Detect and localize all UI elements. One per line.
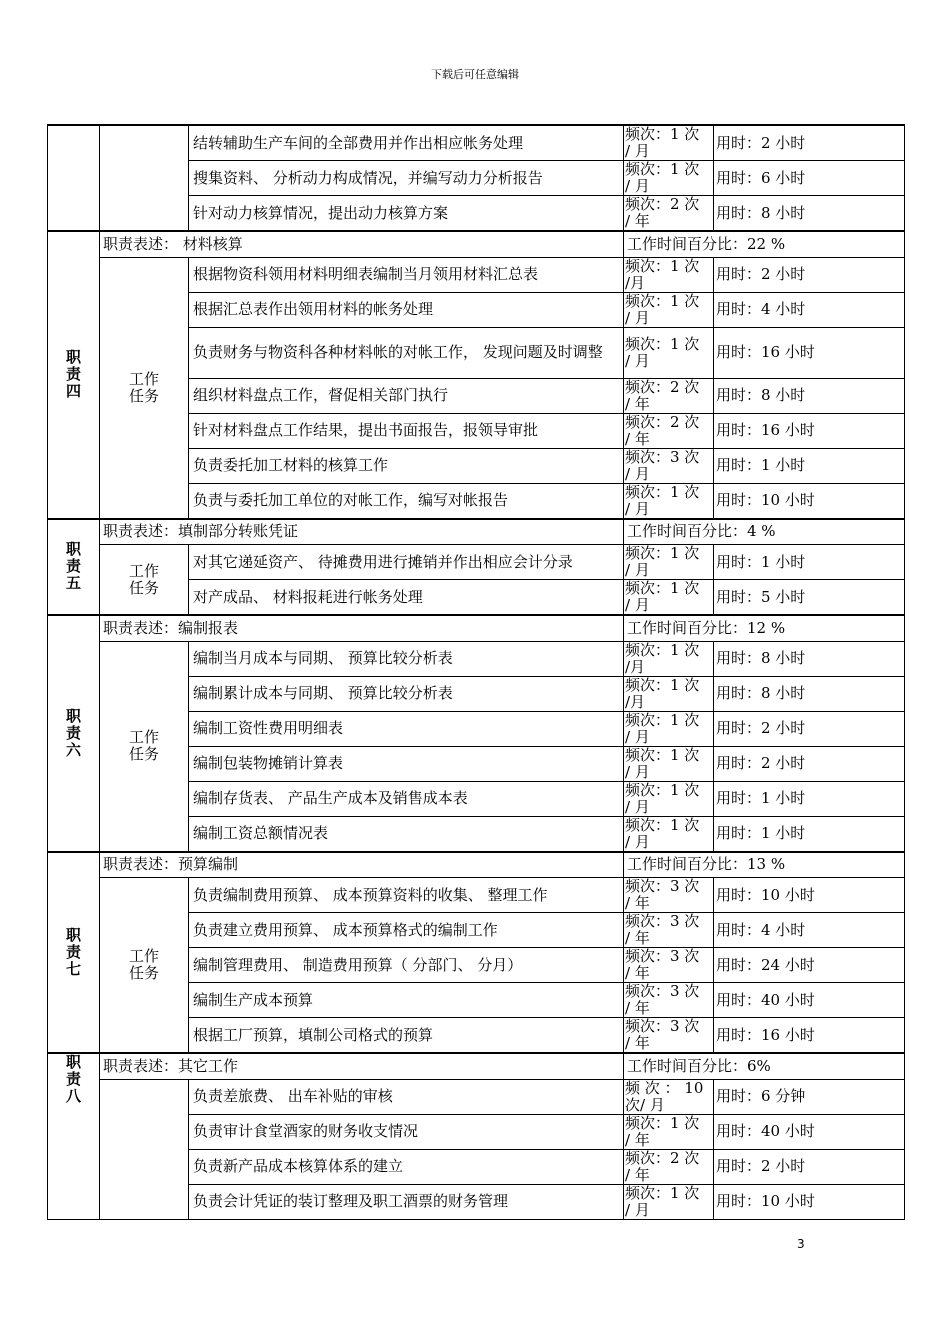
table-row [48,125,905,161]
frequency-cell: 频次：1 次 / 月 [624,711,714,746]
task-cell: 对其它递延资产、 待摊费用进行摊销并作出相应会计分录 [189,545,624,580]
task-cell: 负责委托加工材料的核算工作 [189,448,624,483]
duty-description-row [48,615,905,641]
hours-cell: 用时：4 小时 [714,913,905,948]
hours-cell: 用时：24 小时 [714,948,905,983]
category-label: 工作 任务 [100,257,189,519]
task-cell: 编制工资总额情况表 [189,816,624,852]
hours-cell: 用时：8 小时 [714,676,905,711]
frequency-cell: 频次：1 次 / 月 [624,292,714,327]
duty-label-cell-prev [48,125,100,231]
duty-table-body [48,125,905,1219]
task-cell: 负责财务与物资科各种材料帐的对帐工作， 发现问题及时调整 [189,327,624,378]
hours-cell: 用时：10 小时 [714,878,905,913]
frequency-cell: 频次：3 次 / 年 [624,948,714,983]
frequency-cell: 频次：3 次 / 年 [624,983,714,1018]
frequency-cell: 频次：3 次 / 年 [624,913,714,948]
duty-description: 职责表述：预算编制 [100,852,624,878]
hours-cell: 用时：2 小时 [714,746,905,781]
hours-cell: 用时：10 小时 [714,483,905,519]
hours-cell: 用时：40 小时 [714,1114,905,1149]
page-number: 3 [797,1237,805,1251]
header-note: 下载后可任意编辑 [431,68,519,81]
task-cell: 对产成品、 材料报耗进行帐务处理 [189,580,624,616]
category-cell-prev [100,125,189,231]
duty-label-4: 职 责 四 [48,231,100,519]
hours-cell: 用时：16 小时 [714,327,905,378]
duty-label-7: 职 责 七 [48,852,100,1054]
hours-cell: 用时：2 小时 [714,257,905,292]
table-row [48,878,905,913]
hours-cell: 用时：8 小时 [714,641,905,676]
duty-description: 职责表述： 材料核算 [100,231,624,257]
task-cell: 结转辅助生产车间的全部费用并作出相应帐务处理 [189,125,624,161]
frequency-cell: 频次：2 次 / 年 [624,196,714,232]
hours-cell: 用时：1 小时 [714,781,905,816]
task-cell: 根据汇总表作出领用材料的帐务处理 [189,292,624,327]
hours-cell: 用时：16 小时 [714,1018,905,1054]
hours-cell: 用时：4 小时 [714,292,905,327]
table-row [48,641,905,676]
frequency-cell: 频次：1 次 / 月 [624,746,714,781]
frequency-cell: 频次：1 次 / 月 [624,781,714,816]
category-label: 工作 任务 [100,878,189,1054]
frequency-cell: 频次：1 次 / 月 [624,327,714,378]
hours-cell: 用时：2 小时 [714,711,905,746]
hours-cell: 用时：2 小时 [714,1149,905,1184]
category-label: 工作 任务 [100,641,189,852]
task-cell: 负责审计食堂酒家的财务收支情况 [189,1114,624,1149]
task-cell: 编制存货表、 产品生产成本及销售成本表 [189,781,624,816]
frequency-cell: 频次：1 次 / 月 [624,161,714,196]
task-cell: 编制管理费用、 制造费用预算（ 分部门、 分月） [189,948,624,983]
hours-cell: 用时：6 小时 [714,161,905,196]
task-cell: 编制包装物摊销计算表 [189,746,624,781]
frequency-cell: 频次：1 次 /月 [624,257,714,292]
table-row [48,545,905,580]
time-percentage: 工作时间百分比：4 % [624,519,905,545]
task-cell: 编制当月成本与同期、 预算比较分析表 [189,641,624,676]
task-cell: 针对材料盘点工作结果，提出书面报告，报领导审批 [189,413,624,448]
task-cell: 根据工厂预算，填制公司格式的预算 [189,1018,624,1054]
hours-cell: 用时：40 小时 [714,983,905,1018]
hours-cell: 用时：8 小时 [714,196,905,232]
time-percentage: 工作时间百分比：13 % [624,852,905,878]
time-percentage: 工作时间百分比：22 % [624,231,905,257]
task-cell: 负责编制费用预算、 成本预算资料的收集、 整理工作 [189,878,624,913]
duty-table [47,124,905,1220]
frequency-cell: 频次：1 次 / 年 [624,1114,714,1149]
frequency-cell: 频次：2 次 / 年 [624,378,714,413]
task-cell: 负责会计凭证的装订整理及职工酒票的财务管理 [189,1184,624,1219]
task-cell: 负责差旅费、 出车补贴的审核 [189,1079,624,1114]
hours-cell: 用时：16 小时 [714,413,905,448]
frequency-cell: 频次：1 次 / 月 [624,816,714,852]
category-label: 工作 任务 [100,545,189,616]
task-cell: 负责建立费用预算、 成本预算格式的编制工作 [189,913,624,948]
task-cell: 搜集资料、 分析动力构成情况，并编写动力分析报告 [189,161,624,196]
task-cell: 编制工资性费用明细表 [189,711,624,746]
category-cell-empty [100,1079,189,1219]
duty-description: 职责表述：其它工作 [100,1053,624,1079]
duty-description-row [48,1053,905,1079]
hours-cell: 用时：1 小时 [714,545,905,580]
frequency-cell: 频次：1 次 / 月 [624,483,714,519]
frequency-cell: 频次：2 次 / 年 [624,1149,714,1184]
frequency-cell: 频次：3 次 / 年 [624,878,714,913]
frequency-cell: 频次：1 次 /月 [624,641,714,676]
task-cell: 负责与委托加工单位的对帐工作，编写对帐报告 [189,483,624,519]
frequency-cell: 频次：1 次 / 月 [624,545,714,580]
time-percentage: 工作时间百分比：6% [624,1053,905,1079]
frequency-cell: 频次：1 次 / 月 [624,580,714,616]
duty-description: 职责表述：填制部分转账凭证 [100,519,624,545]
task-cell: 编制生产成本预算 [189,983,624,1018]
frequency-cell: 频次：3 次 / 年 [624,1018,714,1054]
hours-cell: 用时：5 小时 [714,580,905,616]
duty-description-row [48,852,905,878]
duty-description: 职责表述：编制报表 [100,615,624,641]
duty-description-row [48,231,905,257]
task-cell: 编制累计成本与同期、 预算比较分析表 [189,676,624,711]
time-percentage: 工作时间百分比：12 % [624,615,905,641]
table-row [48,1079,905,1114]
frequency-cell: 频次：1 次 / 月 [624,125,714,161]
duty-label-8: 职 责 八 [48,1053,100,1219]
frequency-cell: 频次：1 次 / 月 [624,1184,714,1219]
task-cell: 根据物资科领用材料明细表编制当月领用材料汇总表 [189,257,624,292]
duty-label-6: 职 责 六 [48,615,100,852]
hours-cell: 用时：2 小时 [714,125,905,161]
task-cell: 组织材料盘点工作，督促相关部门执行 [189,378,624,413]
duty-description-row [48,519,905,545]
hours-cell: 用时：8 小时 [714,378,905,413]
hours-cell: 用时：1 小时 [714,816,905,852]
hours-cell: 用时：10 小时 [714,1184,905,1219]
frequency-cell: 频次：1 次 /月 [624,676,714,711]
frequency-cell: 频 次 ： 10 次/ 月 [624,1079,714,1114]
table-row [48,257,905,292]
task-cell: 负责新产品成本核算体系的建立 [189,1149,624,1184]
frequency-cell: 频次：2 次 / 年 [624,413,714,448]
hours-cell: 用时：6 分钟 [714,1079,905,1114]
frequency-cell: 频次：3 次 / 月 [624,448,714,483]
duty-label-5: 职 责 五 [48,519,100,616]
hours-cell: 用时：1 小时 [714,448,905,483]
task-cell: 针对动力核算情况，提出动力核算方案 [189,196,624,232]
